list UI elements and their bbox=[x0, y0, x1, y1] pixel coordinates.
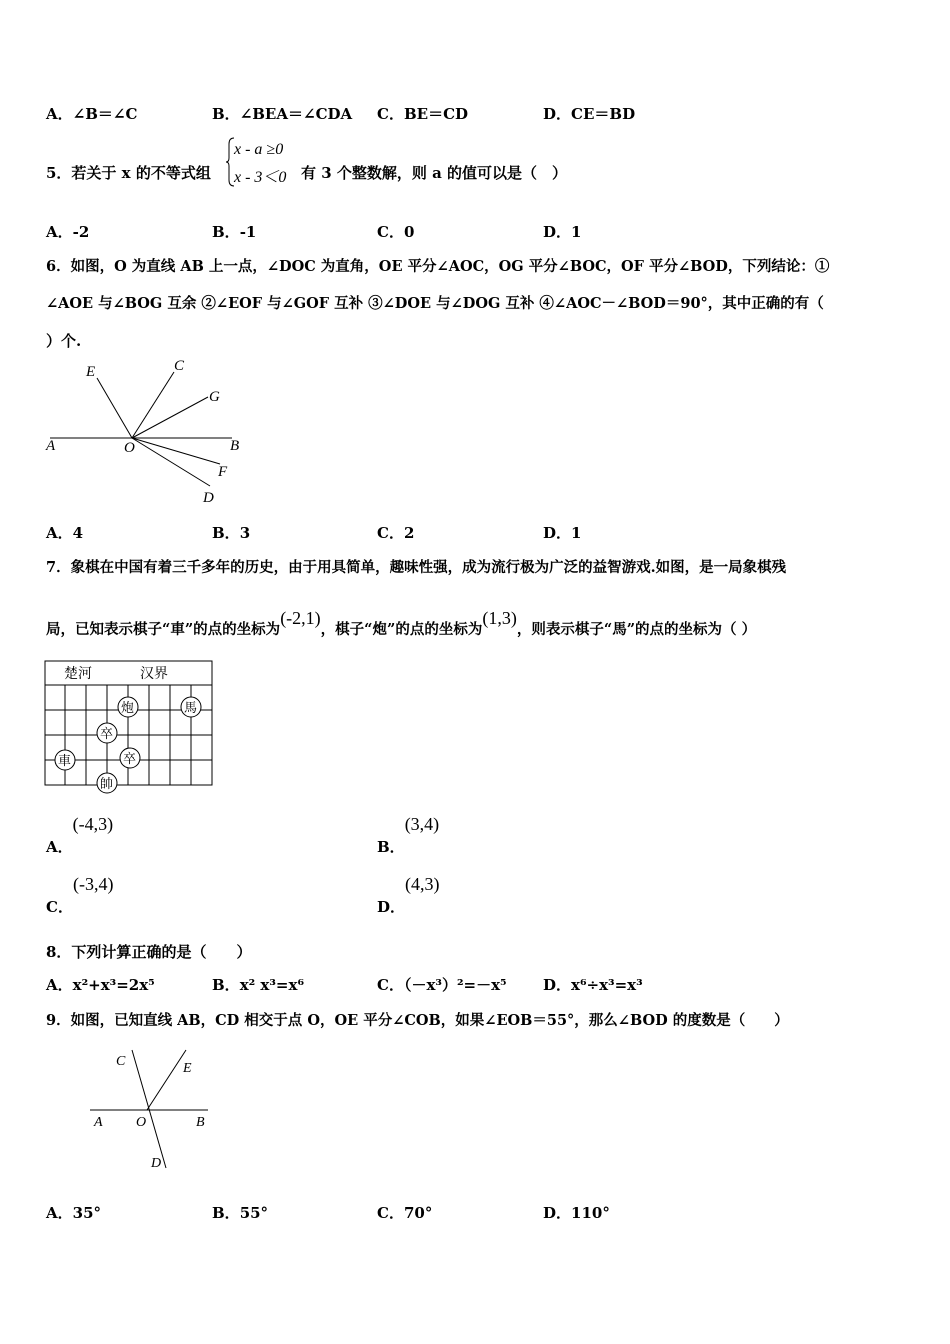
q6-ray-oc bbox=[132, 372, 174, 438]
q7-piece-zu2 bbox=[120, 748, 140, 768]
q6-line2: ∠AOE 与∠BOG 互余 ②∠EOF 与∠GOF 互补 ③∠DOE 与∠DOG 互补 ④∠AOC－∠BOD＝90°，其中正确的有（ bbox=[46, 295, 824, 312]
q5-option-a: A．-2 bbox=[46, 223, 90, 241]
q9-ray-oe bbox=[147, 1050, 186, 1110]
q5-option-c: C．0 bbox=[377, 223, 415, 241]
q9-option-a: A．35° bbox=[46, 1204, 102, 1222]
q5-inequality-system bbox=[226, 134, 306, 190]
q8-option-b: B．x² x³=x⁶ bbox=[212, 976, 305, 994]
q7-coord-pao: (1,3) bbox=[482, 608, 517, 628]
q8-option-a: A．x²+x³=2x⁵ bbox=[46, 976, 155, 994]
q6-option-b: B．3 bbox=[212, 524, 251, 542]
q6-label-d: D bbox=[203, 490, 214, 506]
q9-option-c: C．70° bbox=[377, 1204, 433, 1222]
svg-text:車: 車 bbox=[58, 753, 72, 768]
q6-option-c: C．2 bbox=[377, 524, 415, 542]
q6-ray-oe bbox=[97, 378, 132, 438]
q7-option-c: C．(-3,4) bbox=[46, 874, 114, 916]
svg-text:卒: 卒 bbox=[100, 726, 114, 741]
q7-coord-che: (-2,1) bbox=[280, 608, 321, 628]
svg-text:卒: 卒 bbox=[123, 751, 137, 766]
q5-option-b: B．-1 bbox=[212, 223, 257, 241]
q6-line3: ）个. bbox=[46, 332, 82, 350]
q6-figure bbox=[40, 352, 260, 512]
q7-option-d: D．(4,3) bbox=[377, 874, 440, 916]
q7-option-a: A．(-4,3) bbox=[46, 814, 114, 856]
q9-label-b: B bbox=[196, 1115, 205, 1130]
q6-ray-og bbox=[132, 397, 208, 438]
svg-text:帥: 帥 bbox=[100, 776, 114, 791]
q4-option-a: A．∠B＝∠C bbox=[46, 105, 138, 123]
svg-text:炮: 炮 bbox=[121, 700, 135, 715]
q7-line2: 局，已知表示棋子“車”的点的坐标为(-2,1)，棋子“炮”的点的坐标为(1,3)，则表示棋子“馬”的点的坐标为（ ） bbox=[46, 608, 757, 638]
q4-option-b: B．∠BEA＝∠CDA bbox=[212, 105, 353, 123]
q5-ineq2: x - 3＜0 bbox=[234, 169, 287, 186]
q7-piece-shuai bbox=[97, 773, 117, 793]
q6-ray-of bbox=[132, 438, 220, 464]
q7-line1: 7．象棋在中国有着三千多年的历史，由于用具简单，趣味性强，成为流行极为广泛的益智游戏.如图，是一局象棋残 bbox=[46, 559, 787, 576]
q7-piece-zu1 bbox=[97, 723, 117, 743]
q7-chess-board bbox=[44, 660, 216, 798]
q6-option-a: A．4 bbox=[46, 524, 84, 542]
q6-label-b: B bbox=[230, 438, 240, 454]
q8-option-d: D．x⁶÷x³=x³ bbox=[543, 976, 643, 994]
q7-board-han: 汉界 bbox=[140, 667, 168, 682]
q9-line: 9．如图，已知直线 AB，CD 相交于点 O，OE 平分∠COB，如果∠EOB＝55°，那么∠BOD 的度数是（ ） bbox=[46, 1012, 789, 1029]
q9-option-b: B．55° bbox=[212, 1204, 269, 1222]
q9-line-cd bbox=[132, 1050, 166, 1168]
q4-option-d: D．CE＝BD bbox=[543, 105, 636, 123]
q9-label-e: E bbox=[183, 1061, 192, 1076]
q6-label-f: F bbox=[218, 464, 228, 480]
q4-option-c: C．BE＝CD bbox=[377, 105, 469, 123]
q9-label-d: D bbox=[151, 1156, 162, 1171]
q9-label-o: O bbox=[136, 1115, 147, 1130]
q7-piece-ma bbox=[181, 697, 201, 717]
q6-ray-od bbox=[132, 438, 210, 486]
q9-figure bbox=[84, 1046, 214, 1176]
q6-label-a: A bbox=[46, 438, 56, 454]
q6-label-c: C bbox=[174, 358, 185, 374]
q5-prefix: 5．若关于 x 的不等式组 bbox=[46, 164, 211, 182]
svg-text:馬: 馬 bbox=[184, 700, 198, 715]
q6-label-e: E bbox=[86, 364, 96, 380]
q6-label-o: O bbox=[124, 440, 135, 456]
q5-ineq1: x - a ≥0 bbox=[234, 141, 284, 158]
q7-board-chu: 楚河 bbox=[64, 667, 92, 682]
q8-option-c: C．（－x³）²=－x⁵ bbox=[377, 976, 507, 994]
q8-line: 8．下列计算正确的是（ ） bbox=[46, 943, 252, 961]
q6-line1: 6．如图，O 为直线 AB 上一点，∠DOC 为直角，OE 平分∠AOC，OG 平分∠BOC，OF 平分∠BOD，下列结论：① bbox=[46, 258, 830, 275]
q7-piece-pao bbox=[118, 697, 138, 717]
q9-label-c: C bbox=[116, 1054, 126, 1069]
q7-piece-che bbox=[55, 750, 75, 770]
q5-suffix: 有 3 个整数解，则 a 的值可以是（ ） bbox=[301, 164, 568, 182]
q5-option-d: D．1 bbox=[543, 223, 582, 241]
q7-option-b: B．(3,4) bbox=[377, 814, 440, 856]
q6-label-g: G bbox=[209, 389, 220, 405]
q9-label-a: A bbox=[94, 1115, 103, 1130]
q6-option-d: D．1 bbox=[543, 524, 582, 542]
q9-option-d: D．110° bbox=[543, 1204, 610, 1222]
